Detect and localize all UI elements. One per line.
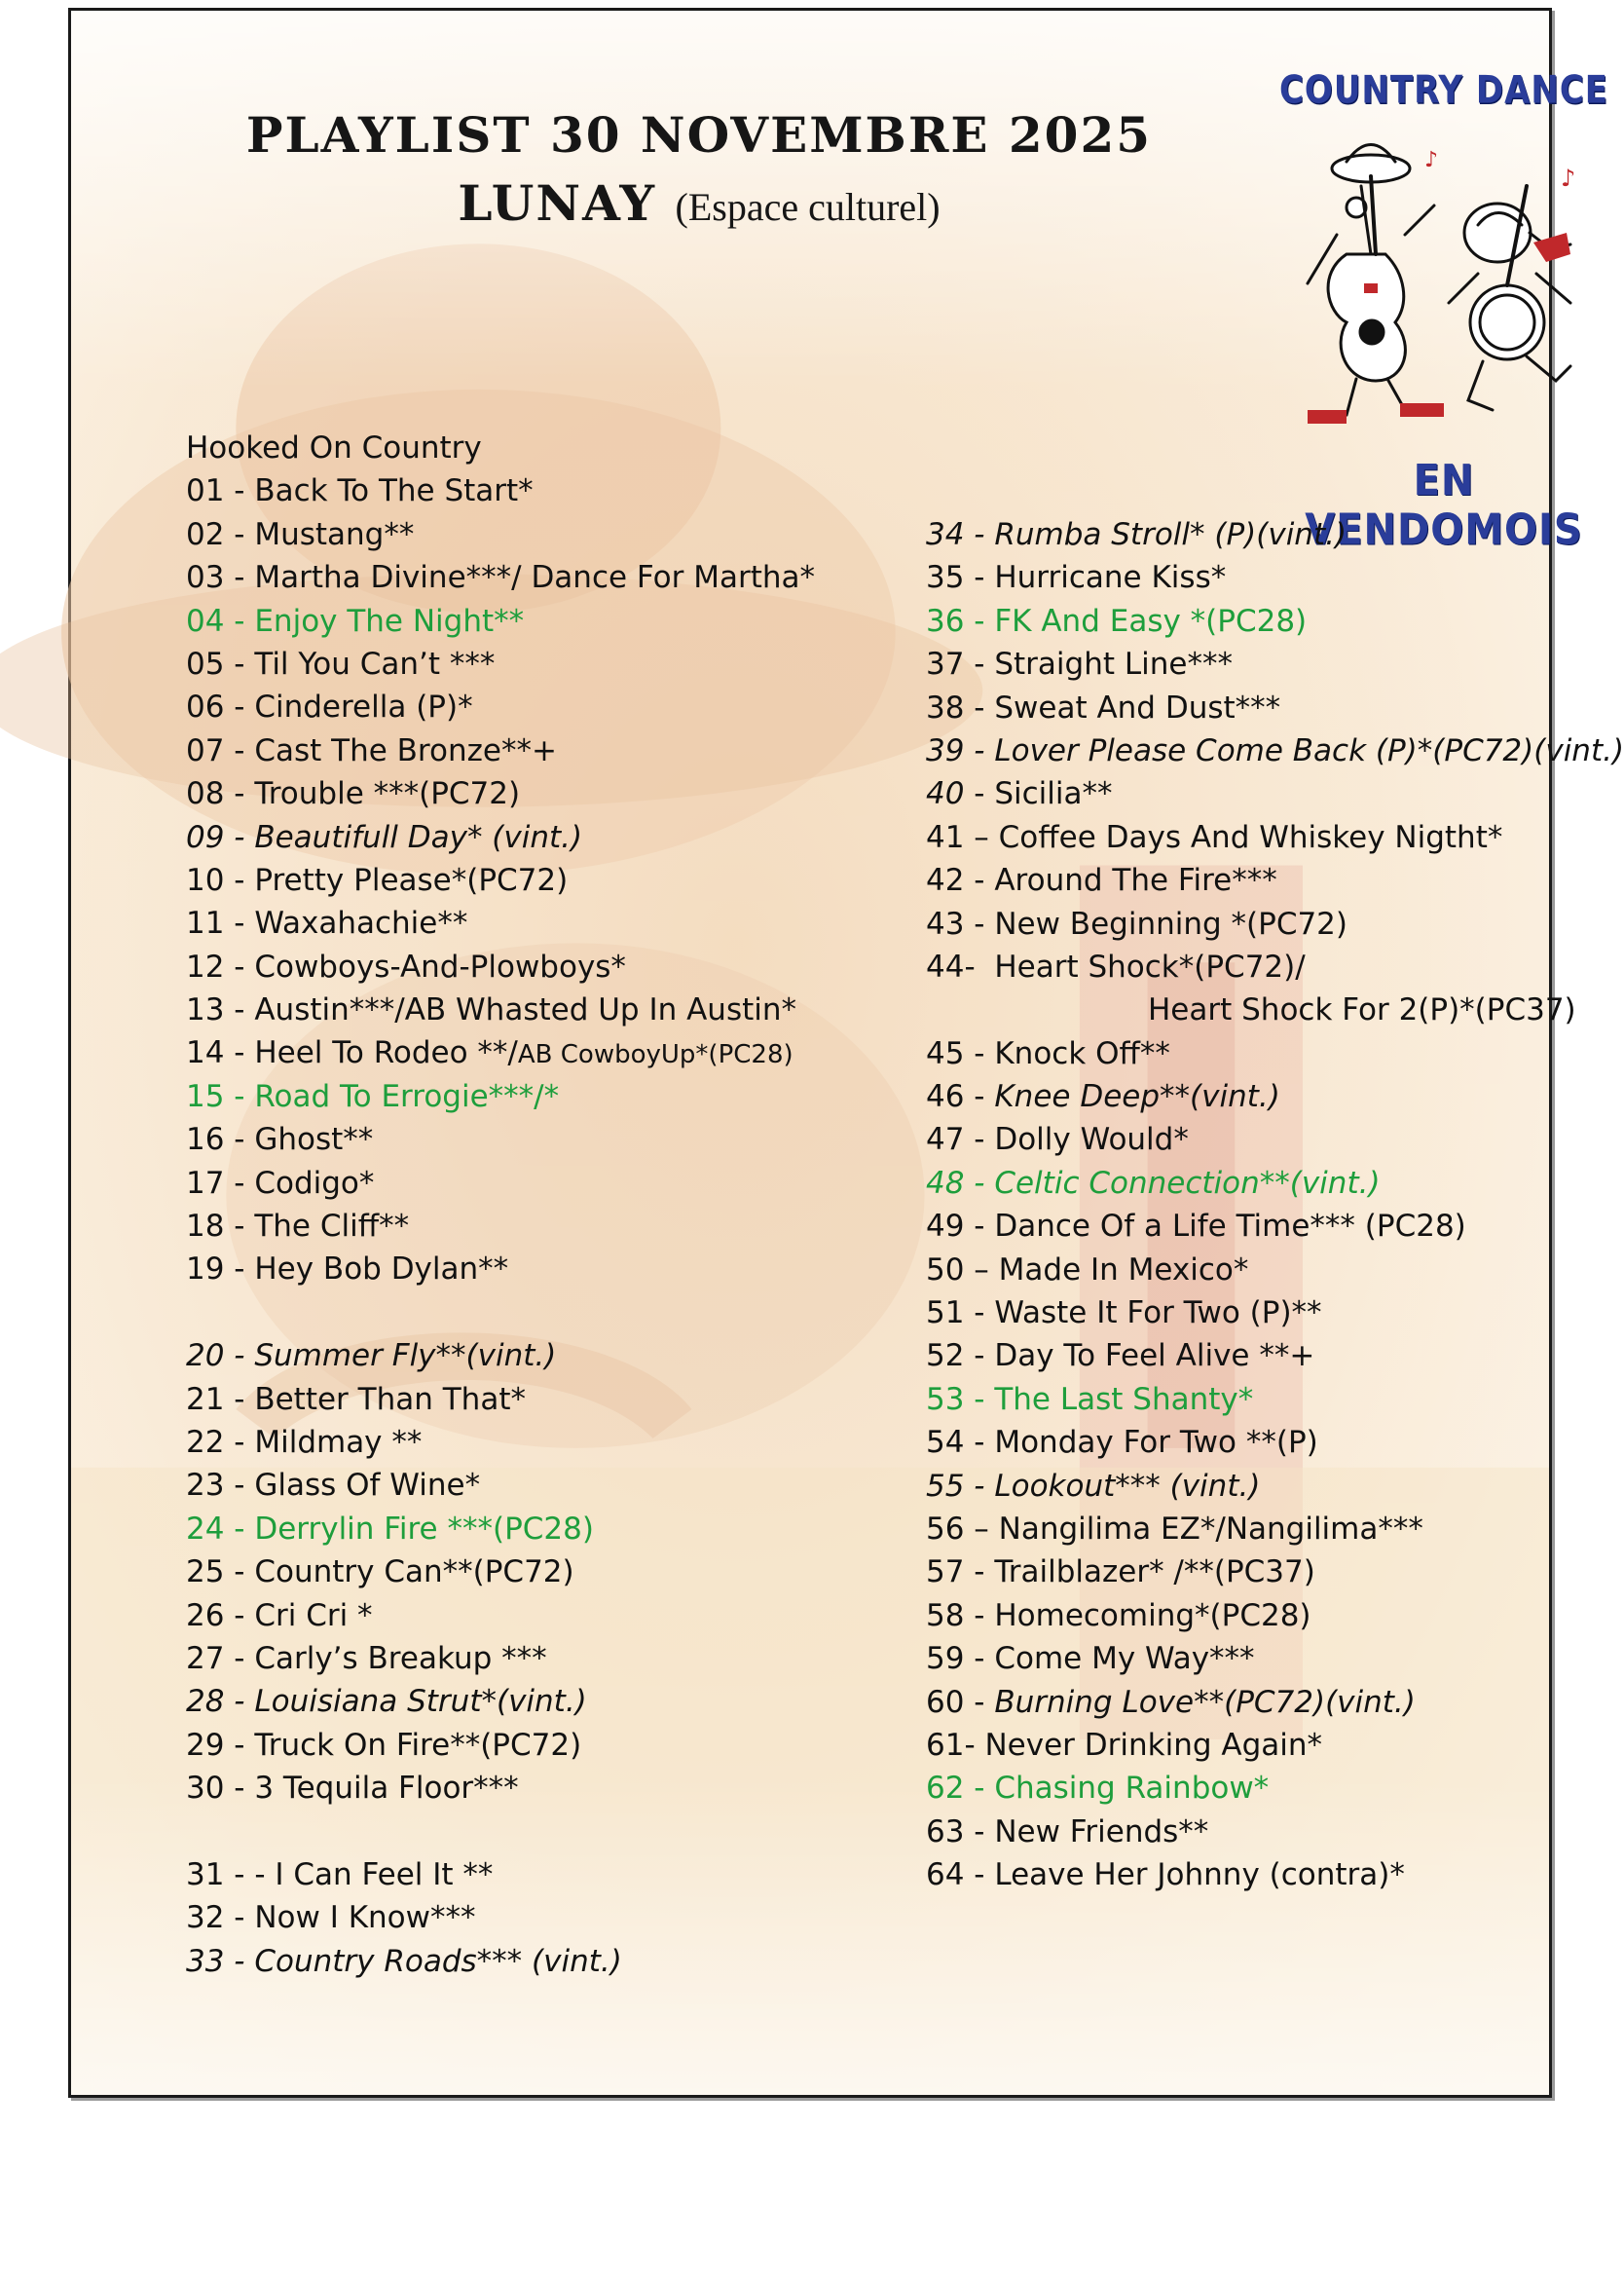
playlist-item-label: 31 - - I Can Feel It ** [186, 1856, 494, 1892]
playlist-item-label: 18 - The Cliff** [186, 1209, 410, 1245]
playlist-item-label: 24 - Derrylin Fire ***(PC28) [186, 1511, 594, 1547]
playlist-item [186, 469, 815, 512]
playlist-item [186, 1594, 815, 1637]
playlist-item-label: 16 - Ghost** [186, 1122, 374, 1158]
playlist-item-label: 06 - Cinderella (P)* [186, 690, 473, 726]
logo-bottom-text: EN VENDOMOIS [1305, 456, 1583, 555]
playlist-item-label: 34 - Rumba Stroll* (P)(vint.) [926, 517, 1347, 552]
playlist-item [926, 1637, 1624, 1680]
playlist-item [186, 946, 815, 989]
playlist-item-label: 48 - Celtic Connection**(vint.) [926, 1165, 1381, 1201]
playlist-item [926, 1032, 1624, 1075]
playlist-item [186, 816, 815, 859]
playlist-item [186, 1767, 815, 1810]
playlist-item [926, 687, 1624, 729]
playlist-item [926, 1550, 1624, 1593]
spacer [186, 1291, 815, 1334]
playlist-item-label: 14 - Heel To Rodeo **/ [186, 1035, 518, 1071]
playlist-item-label: 53 - The Last Shanty* [926, 1381, 1254, 1417]
playlist-item-suffix: - Sicilia** [964, 776, 1113, 812]
playlist-item-label: 29 - Truck On Fire**(PC72) [186, 1727, 582, 1763]
playlist-item-label: 02 - Mustang** [186, 516, 415, 552]
playlist-item [926, 1853, 1624, 1896]
playlist-item [926, 600, 1624, 643]
playlist-item-label: 60 - [926, 1684, 995, 1720]
playlist-item-label: 44- Heart Shock*(PC72)/ [926, 949, 1306, 985]
playlist-item [186, 1205, 815, 1248]
venue-name: LUNAY [458, 174, 657, 232]
playlist-item-suffix: AB CowboyUp*(PC28) [517, 1040, 794, 1070]
playlist-item [926, 1811, 1624, 1853]
playlist-item-label: 51 - Waste It For Two (P)** [926, 1295, 1322, 1331]
playlist-item-label: 23 - Glass Of Wine* [186, 1468, 481, 1504]
dancing-guitar-and-banjo-icon [1278, 118, 1609, 459]
playlist-item-label: 08 - Trouble ***(PC72) [186, 776, 521, 812]
playlist-item-label: 01 - Back To The Start* [186, 473, 534, 509]
playlist-item-label: 13 - Austin***/AB Whasted Up In Austin* [186, 992, 797, 1028]
playlist-item [926, 1724, 1624, 1767]
playlist-item [186, 427, 815, 469]
playlist-item [186, 989, 815, 1031]
playlist-item [186, 556, 815, 599]
playlist-item [926, 859, 1624, 902]
playlist-item [186, 600, 815, 643]
country-dance-logo [1278, 68, 1609, 555]
playlist-item [186, 1378, 815, 1421]
playlist-item [186, 1421, 815, 1464]
playlist-item [186, 1896, 815, 1939]
playlist-item-label: 56 – Nangilima EZ*/Nangilima*** [926, 1511, 1423, 1547]
playlist-right-column [926, 513, 1624, 1897]
playlist-item [926, 729, 1624, 772]
playlist-item-label: 19 - Hey Bob Dylan** [186, 1251, 509, 1288]
playlist-item-label: 63 - New Friends** [926, 1813, 1209, 1849]
playlist-item [186, 902, 815, 945]
playlist-item-label: 52 - Day To Feel Alive **+ [926, 1338, 1315, 1374]
playlist-item-label: 21 - Better Than That* [186, 1381, 526, 1417]
svg-text:♪: ♪ [1561, 165, 1576, 192]
venue-detail: (Espace culturel) [675, 185, 941, 229]
playlist-item-label: 59 - Come My Way*** [926, 1641, 1255, 1677]
playlist-item [926, 1508, 1624, 1550]
playlist-item [926, 1291, 1624, 1334]
playlist-item-label: 41 – Coffee Days And Whiskey Nigtht* [926, 819, 1503, 855]
playlist-item-label: 03 - Martha Divine***/ Dance For Martha* [186, 560, 816, 596]
playlist-item [186, 686, 815, 728]
playlist-item-label: 54 - Monday For Two **(P) [926, 1425, 1318, 1461]
playlist-item-label: 28 - Louisiana Strut*(vint.) [186, 1684, 587, 1720]
playlist-item-label: Hooked On Country [186, 430, 482, 466]
playlist-item [926, 1249, 1624, 1291]
playlist-item [186, 1162, 815, 1205]
playlist-item-label: 26 - Cri Cri * [186, 1597, 373, 1633]
playlist-item [926, 1767, 1624, 1810]
playlist-item-label: 22 - Mildmay ** [186, 1424, 423, 1460]
playlist-item-label: 58 - Homecoming*(PC28) [926, 1597, 1311, 1633]
playlist-item-label: 10 - Pretty Please*(PC72) [186, 862, 569, 898]
playlist-item [186, 1118, 815, 1161]
playlist-item-label: 39 - Lover Please Come Back (P)*(PC72)(vint.) [926, 732, 1624, 768]
playlist-item [186, 1637, 815, 1680]
page-title: PLAYLIST 30 NOVEMBRE 2025 [245, 106, 1153, 164]
svg-text:♪: ♪ [1424, 148, 1439, 172]
playlist-item [926, 513, 1624, 556]
playlist-item [926, 1378, 1624, 1421]
playlist-item [926, 1681, 1624, 1724]
playlist-item [186, 1248, 815, 1290]
playlist-item [186, 1075, 815, 1118]
playlist-item-label: 43 - New Beginning *(PC72) [926, 906, 1348, 942]
playlist-item-label: 45 - Knock Off** [926, 1035, 1170, 1071]
playlist-item [186, 1508, 815, 1550]
playlist-item-label: 15 - Road To Errogie***/* [186, 1078, 560, 1114]
playlist-item [186, 1940, 815, 1983]
playlist-item [186, 1724, 815, 1767]
playlist-item [186, 1031, 815, 1074]
spacer [186, 1811, 815, 1853]
playlist-item [186, 1680, 815, 1723]
playlist-item-label: 33 - Country Roads*** (vint.) [186, 1943, 622, 1979]
playlist-item-label: 37 - Straight Line*** [926, 647, 1233, 683]
playlist-item [926, 1421, 1624, 1464]
playlist-item-label: 12 - Cowboys-And-Plowboys* [186, 949, 626, 985]
playlist-item [926, 1205, 1624, 1248]
playlist-item [186, 643, 815, 686]
playlist-item-suffix: Burning Love**(PC72)(vint.) [994, 1684, 1416, 1720]
playlist-left-column [186, 427, 815, 1983]
playlist-item-label: 50 – Made In Mexico* [926, 1251, 1249, 1288]
playlist-item [926, 1594, 1624, 1637]
playlist-item [926, 903, 1624, 946]
playlist-item [926, 1162, 1624, 1205]
page-frame [68, 8, 1624, 2098]
playlist-item-label: 38 - Sweat And Dust*** [926, 690, 1281, 726]
playlist-item-label: 09 - Beautifull Day* (vint.) [186, 819, 583, 855]
playlist-item-label: Heart Shock For 2(P)*(PC37) [1148, 992, 1576, 1028]
playlist-item-label: 04 - Enjoy The Night** [186, 603, 525, 639]
playlist-item-label: 11 - Waxahachie** [186, 906, 468, 942]
playlist-item [926, 556, 1624, 599]
playlist-item-label: 30 - 3 Tequila Floor*** [186, 1771, 519, 1807]
playlist-item [186, 772, 815, 815]
venue-line [71, 174, 1327, 232]
playlist-item-label: 57 - Trailblazer* /**(PC37) [926, 1554, 1315, 1590]
playlist-item-suffix: Knee Deep**(vint.) [994, 1079, 1280, 1115]
playlist-item-label: 42 - Around The Fire*** [926, 863, 1277, 899]
playlist-item-label: 35 - Hurricane Kiss* [926, 560, 1227, 596]
playlist-item-label: 25 - Country Can**(PC72) [186, 1554, 574, 1590]
playlist-item [186, 1550, 815, 1593]
playlist-item-label: 27 - Carly’s Breakup *** [186, 1640, 547, 1676]
logo-top-text: COUNTRY DANCE [1278, 68, 1609, 113]
playlist-item-label: 46 - [926, 1079, 995, 1115]
playlist-item [186, 1334, 815, 1377]
playlist-item [926, 946, 1624, 989]
playlist-item-label: 49 - Dance Of a Life Time*** (PC28) [926, 1209, 1466, 1245]
playlist-item [926, 772, 1624, 815]
playlist-item [926, 1465, 1624, 1508]
playlist-item [186, 729, 815, 772]
playlist-item-label: 07 - Cast The Bronze**+ [186, 732, 557, 768]
playlist-item [186, 513, 815, 556]
playlist-item-label: 62 - Chasing Rainbow* [926, 1771, 1270, 1807]
playlist-item-label: 47 - Dolly Would* [926, 1122, 1189, 1158]
playlist-item-label: 55 - Lookout*** (vint.) [926, 1468, 1261, 1504]
playlist-item-label: 05 - Til You Can’t *** [186, 646, 496, 682]
playlist-item-label: 32 - Now I Know*** [186, 1900, 476, 1936]
playlist-item-label: 36 - FK And Easy *(PC28) [926, 603, 1308, 639]
playlist-item [926, 816, 1624, 859]
playlist-item [926, 989, 1624, 1031]
playlist-item-label: 17 - Codigo* [186, 1165, 375, 1201]
playlist-item-label: 20 - Summer Fly**(vint.) [186, 1338, 557, 1374]
playlist-item [186, 1853, 815, 1896]
playlist-item-label: 61- Never Drinking Again* [926, 1727, 1323, 1763]
playlist-item [926, 1075, 1624, 1118]
playlist-item-label: 40 [926, 776, 965, 812]
playlist-item [186, 1464, 815, 1507]
playlist-item [186, 859, 815, 902]
playlist-item [926, 1334, 1624, 1377]
playlist-item [926, 643, 1624, 686]
playlist-item [926, 1118, 1624, 1161]
playlist-item-label: 64 - Leave Her Johnny (contra)* [926, 1857, 1405, 1893]
